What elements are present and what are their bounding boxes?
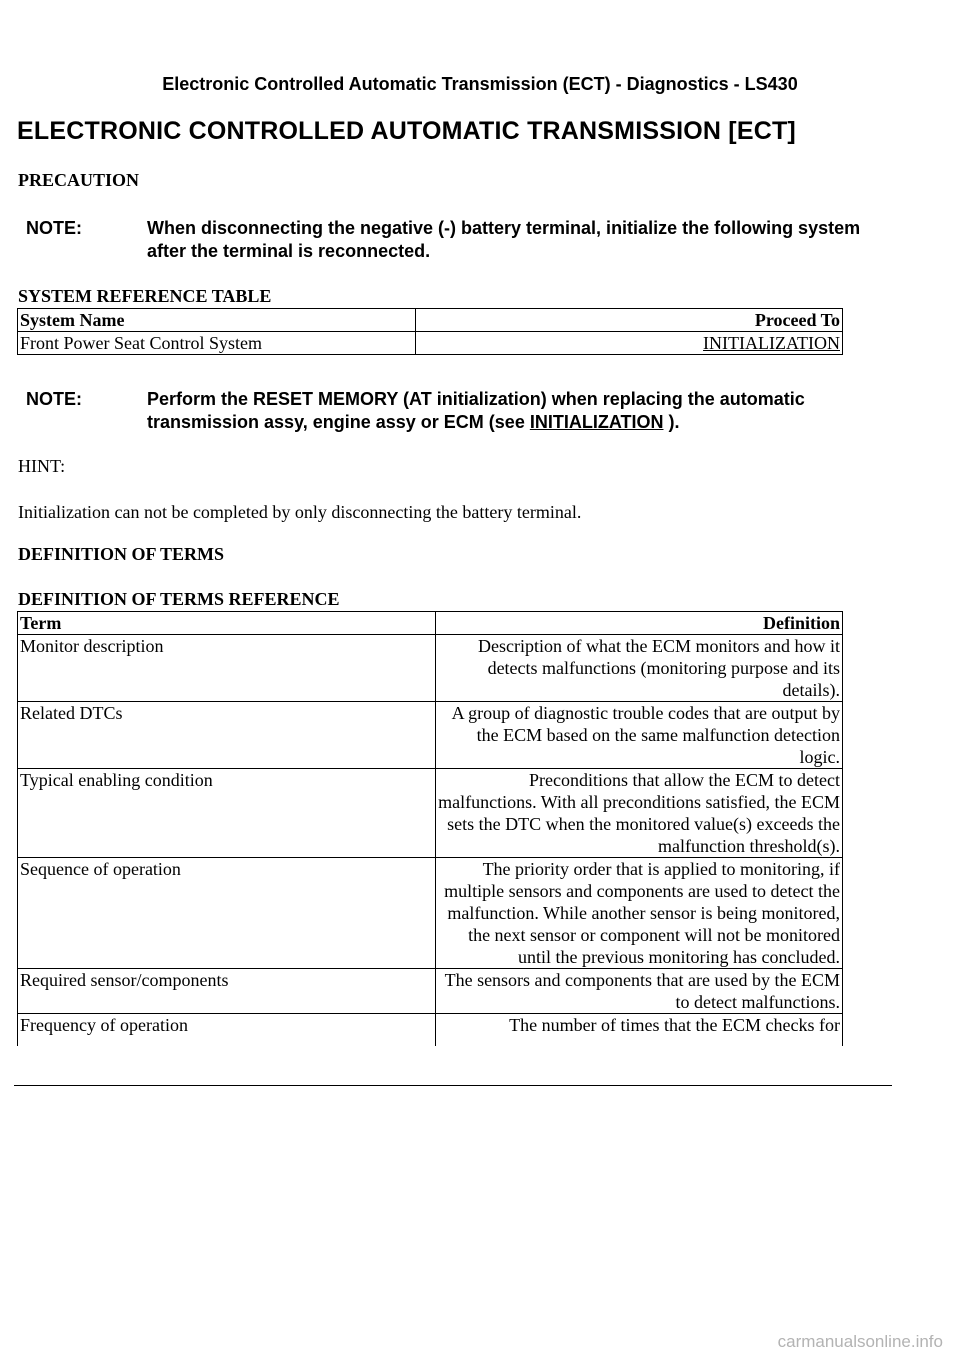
table-row: [18, 769, 843, 858]
header-term: Term: [18, 612, 436, 635]
table-row: [18, 635, 843, 702]
table-header-row: [18, 612, 843, 635]
definition-cell: Preconditions that allow the ECM to detect malfunctions. With all preconditions satisfied, the ECM sets the DTC when the monitored value(s) exceeds the malfunction threshold(s).: [436, 769, 843, 858]
header-definition: Definition: [436, 612, 843, 635]
definition-cell: The priority order that is applied to monitoring, if multiple sensors and components are used to detect the malfunction. While another sensor is being monitored, the next sensor or component will not be monitored until the previous monitoring has concluded.: [436, 858, 843, 969]
definition-of-terms-table: [17, 611, 843, 1046]
definition-cell: A group of diagnostic trouble codes that are output by the ECM based on the same malfunction detection logic.: [436, 702, 843, 769]
term-cell: Typical enabling condition: [18, 769, 436, 858]
note-text: [147, 388, 865, 434]
term-cell: Required sensor/components: [18, 969, 436, 1014]
system-table-caption: SYSTEM REFERENCE TABLE: [18, 286, 272, 306]
terms-table-caption: DEFINITION OF TERMS REFERENCE: [18, 589, 340, 609]
definition-cell: The number of times that the ECM checks for: [436, 1014, 843, 1047]
watermark-text: carmanualsonline.info: [777, 1332, 943, 1351]
term-cell: Frequency of operation: [18, 1014, 436, 1047]
definition-heading: DEFINITION OF TERMS: [18, 544, 225, 564]
definition-cell: The sensors and components that are used by the ECM to detect malfunctions.: [436, 969, 843, 1014]
note-text-end: ).: [663, 412, 680, 432]
note-label: NOTE:: [26, 389, 82, 409]
table-header-row: [18, 309, 843, 332]
initialization-link[interactable]: INITIALIZATION: [703, 333, 840, 353]
header-proceed-to: Proceed To: [416, 309, 843, 332]
system-reference-table: [17, 308, 843, 355]
table-row: [18, 969, 843, 1014]
term-cell: Monitor description: [18, 635, 436, 702]
page-bottom-rule: [14, 1085, 892, 1086]
term-cell: Sequence of operation: [18, 858, 436, 969]
term-cell: Related DTCs: [18, 702, 436, 769]
definition-cell: Description of what the ECM monitors and how it detects malfunctions (monitoring purpose and its details).: [436, 635, 843, 702]
table-row: [18, 858, 843, 969]
table-row: [18, 332, 843, 355]
table-row: [18, 1014, 843, 1047]
page-title: ELECTRONIC CONTROLLED AUTOMATIC TRANSMISSION [ECT]: [17, 117, 796, 145]
precaution-heading: PRECAUTION: [18, 170, 140, 190]
note-text-start: Perform the RESET MEMORY (AT initialization) when replacing the automatic transmission assy, engine assy or ECM (see: [147, 389, 805, 432]
note-text: When disconnecting the negative (-) battery terminal, initialize the following system after the terminal is reconnected.: [147, 218, 861, 261]
system-name-cell: Front Power Seat Control System: [18, 332, 416, 355]
proceed-to-cell: [416, 332, 843, 355]
hint-text: Initialization can not be completed by only disconnecting the battery terminal.: [18, 502, 582, 522]
document-header: Electronic Controlled Automatic Transmission (ECT) - Diagnostics - LS430: [162, 74, 798, 94]
initialization-link[interactable]: INITIALIZATION: [529, 412, 664, 432]
hint-label: HINT:: [18, 456, 66, 476]
table-row: [18, 702, 843, 769]
note-label: NOTE:: [26, 218, 82, 238]
header-system-name: System Name: [18, 309, 416, 332]
